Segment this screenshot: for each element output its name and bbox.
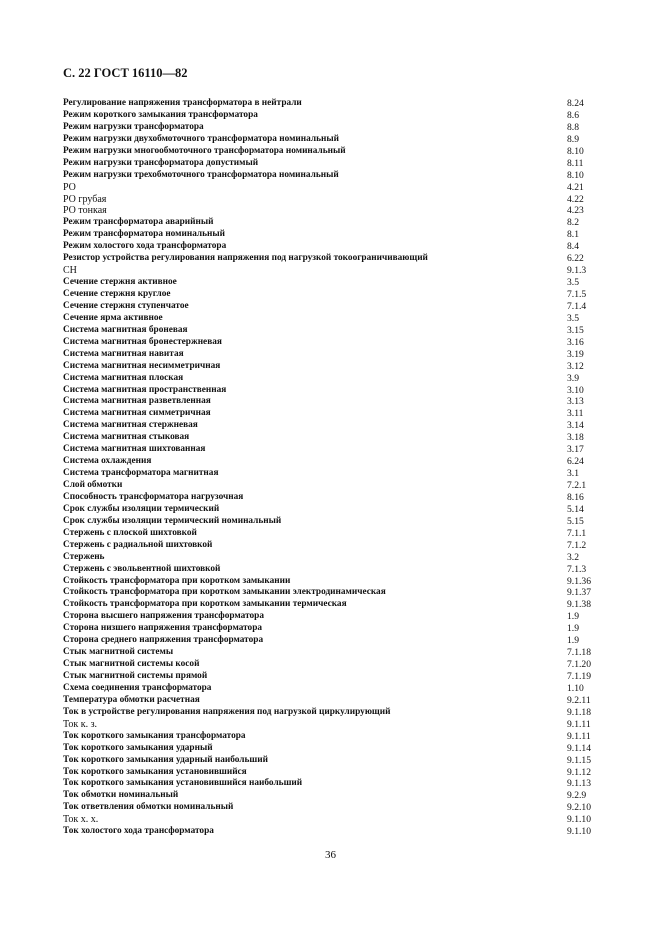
index-term: Ток в устройстве регулирования напряжения под нагрузкой циркулирующий [63,706,391,717]
index-entry [63,361,611,373]
index-entry [63,122,611,134]
index-entry [63,552,611,564]
index-entry [63,456,611,468]
index-entry [63,767,611,779]
index-term: Ток короткого замыкания трансформатора [63,730,246,741]
index-term: Режим трансформатора номинальный [63,229,226,240]
index-term: Режим холостого хода трансформатора [63,241,227,252]
index-ref: 9.1.10 [567,814,591,826]
index-entry [63,194,611,206]
index-term: Сечение стержня круглое [63,289,171,299]
index-entry [63,385,611,397]
index-entry [63,647,611,659]
index-ref: 9.1.13 [567,778,591,790]
index-entry [63,408,611,420]
index-ref: 1.9 [567,623,579,635]
index-ref: 3.11 [567,408,584,420]
index-entry [63,599,611,611]
index-entry [63,396,611,408]
index-ref: 9.1.11 [567,718,591,730]
index-entry [63,719,611,731]
index-term: Режим нагрузки трехобмоточного трансформатора номинальный [63,169,339,180]
index-term: Ток короткого замыкания ударный наибольший [63,754,268,765]
index-entry [63,587,611,599]
index-ref: 1.9 [567,635,579,647]
index-ref: 3.1 [567,468,579,480]
index-ref: 9.1.12 [567,766,591,778]
index-ref: 9.2.11 [567,694,591,706]
index-term: Система магнитная стыковая [63,432,190,443]
index-entry [63,349,611,361]
index-entry [63,790,611,802]
index-ref: 3.13 [567,396,584,408]
index-ref: 8.8 [567,121,579,133]
index-entry [63,277,611,289]
index-entry [63,611,611,623]
index-ref: 7.1.20 [567,659,591,671]
index-entry [63,134,611,146]
index-term: Система магнитная разветвленная [63,396,211,407]
index-term: Система охлаждения [63,456,152,467]
index-term: СН [63,265,77,277]
index-entry [63,170,611,182]
index-entry [63,516,611,528]
index-ref: 9.1.36 [567,575,591,587]
index-term: Система магнитная стержневая [63,420,198,431]
index-ref: 3.5 [567,277,579,289]
index-term: Сечение стержня ступенчатое [63,300,189,311]
index-term: Режим нагрузки трансформатора [63,121,204,132]
index-ref: 9.1.15 [567,754,591,766]
index-term: Ток обмотки номинальный [63,790,179,801]
index-term: Стержень [63,551,105,562]
index-ref: 5.15 [567,515,584,527]
index-entry [63,826,611,838]
index-list [63,98,611,838]
index-term: Система магнитная бронестержневая [63,336,222,347]
index-entry [63,576,611,588]
index-ref: 9.1.18 [567,706,591,718]
index-ref: 7.1.3 [567,563,587,575]
index-entry [63,683,611,695]
index-entry [63,205,611,217]
index-term: Ток к. з. [63,718,98,730]
index-ref: 9.1.3 [567,265,587,277]
index-entry [63,755,611,767]
index-term: Стойкость трансформатора при коротком замыкании термическая [63,599,347,610]
index-term: Система магнитная шихтованная [63,444,206,455]
index-term: Резистор устройства регулирования напряжения под нагрузкой токоограничивающий [63,253,428,264]
index-term: Режим нагрузки многообмоточного трансформатора номинальный [63,145,346,156]
index-term: Система магнитная несимметричная [63,360,221,371]
index-entry [63,146,611,158]
index-entry [63,313,611,325]
index-ref: 4.22 [567,193,584,205]
index-term: Стержень с плоской шихтовкой [63,527,197,538]
index-term: Срок службы изоляции термический [63,503,220,514]
index-term: Регулирование напряжения трансформатора в нейтрали [63,98,302,108]
index-entry [63,98,611,110]
index-ref: 3.14 [567,420,584,432]
index-entry [63,731,611,743]
index-ref: 8.10 [567,169,584,181]
index-entry [63,265,611,277]
index-term: Стык магнитной системы [63,647,174,658]
index-ref: 8.10 [567,145,584,157]
index-term: Способность трансформатора нагрузочная [63,491,244,502]
index-entry [63,540,611,552]
index-entry [63,158,611,170]
index-term: Сторона высшего напряжения трансформатора [63,611,264,622]
index-ref: 8.9 [567,133,579,145]
index-term: Сторона среднего напряжения трансформатора [63,635,264,646]
index-entry [63,707,611,719]
index-term: Система магнитная симметричная [63,408,211,419]
index-entry [63,253,611,265]
index-term: Сторона низшего напряжения трансформатора [63,623,263,634]
index-entry [63,182,611,194]
index-entry [63,695,611,707]
index-ref: 7.1.2 [567,539,587,551]
index-entry [63,373,611,385]
index-entry [63,492,611,504]
index-ref: 8.24 [567,98,584,109]
index-term: Схема соединения трансформатора [63,682,212,693]
index-ref: 3.18 [567,432,584,444]
index-ref: 8.1 [567,229,579,241]
index-entry [63,659,611,671]
index-term: Ток холостого хода трансформатора [63,826,214,837]
index-entry [63,528,611,540]
index-ref: 8.2 [567,217,579,229]
index-term: Система магнитная плоская [63,372,184,383]
index-entry [63,432,611,444]
index-ref: 5.14 [567,503,584,515]
index-term: РО грубая [63,193,107,205]
page-number: 36 [325,849,336,861]
index-term: Сечение ярма активное [63,312,163,323]
index-ref: 9.1.14 [567,742,591,754]
index-ref: 8.11 [567,157,584,169]
index-ref: 4.21 [567,181,584,193]
index-term: Режим короткого замыкания трансформатора [63,109,258,120]
index-ref: 6.24 [567,456,584,468]
index-ref: 4.23 [567,205,584,217]
index-ref: 3.19 [567,348,584,360]
index-term: Ток ответвления обмотки номинальный [63,802,234,813]
index-ref: 1.9 [567,611,579,623]
page-header: С. 22 ГОСТ 16110—82 [63,66,188,80]
index-term: Температура обмотки расчетная [63,694,200,705]
index-term: Стойкость трансформатора при коротком замыкании [63,575,291,586]
index-ref: 3.5 [567,312,579,324]
index-ref: 9.1.11 [567,730,591,742]
index-entry [63,802,611,814]
index-entry [63,420,611,432]
index-term: Слой обмотки [63,480,123,490]
index-entry [63,241,611,253]
index-ref: 7.1.19 [567,671,591,682]
index-ref: 7.2.1 [567,480,587,491]
index-entry [63,671,611,683]
index-term: Система магнитная броневая [63,324,188,335]
index-term: РО тонкая [63,205,107,217]
index-ref: 7.1.1 [567,527,587,539]
index-entry [63,444,611,456]
index-ref: 3.17 [567,444,584,456]
index-term: Система трансформатора магнитная [63,468,219,479]
index-term: РО [63,181,76,193]
index-entry [63,480,611,492]
index-entry [63,110,611,122]
index-term: Режим трансформатора аварийный [63,217,214,228]
index-term: Ток короткого замыкания установившийся наибольший [63,778,303,789]
index-term: Стержень с радиальной шихтовкой [63,539,213,550]
index-term: Срок службы изоляции термический номинальный [63,515,282,526]
index-entry [63,623,611,635]
index-ref: 9.1.38 [567,599,591,611]
index-ref: 3.15 [567,324,584,336]
index-ref: 3.2 [567,551,579,563]
index-ref: 7.1.4 [567,300,587,312]
index-ref: 6.22 [567,253,584,265]
index-ref: 9.1.37 [567,587,591,599]
index-ref: 3.12 [567,360,584,372]
index-term: Режим нагрузки двухобмоточного трансформатора номинальный [63,133,339,144]
index-ref: 8.16 [567,491,584,503]
index-entry [63,301,611,313]
index-ref: 9.1.10 [567,826,591,838]
index-term: Ток х. х. [63,814,99,826]
index-ref: 3.9 [567,372,579,384]
index-entry [63,814,611,826]
index-ref: 8.4 [567,241,579,253]
index-term: Сечение стержня активное [63,277,177,288]
index-term: Стойкость трансформатора при коротком замыкании электродинамическая [63,587,386,598]
index-entry [63,229,611,241]
index-ref: 8.6 [567,109,579,121]
index-ref: 9.2.10 [567,802,591,814]
index-term: Система магнитная навитая [63,348,184,359]
index-term: Стык магнитной системы прямой [63,671,208,681]
index-entry [63,743,611,755]
index-entry [63,635,611,647]
index-ref: 1.10 [567,682,584,694]
index-entry [63,337,611,349]
index-entry [63,217,611,229]
index-ref: 3.16 [567,336,584,348]
index-entry [63,325,611,337]
index-ref: 3.10 [567,384,584,396]
index-term: Стержень с эвольвентной шихтовкой [63,563,221,574]
index-entry [63,778,611,790]
index-term: Режим нагрузки трансформатора допустимый [63,157,259,168]
index-term: Ток короткого замыкания ударный [63,742,213,753]
index-term: Ток короткого замыкания установившийся [63,766,247,777]
index-ref: 7.1.5 [567,289,587,300]
index-entry [63,289,611,301]
index-entry [63,564,611,576]
index-entry [63,504,611,516]
index-term: Система магнитная пространственная [63,384,227,395]
index-entry [63,468,611,480]
index-ref: 7.1.18 [567,647,591,659]
index-ref: 9.2.9 [567,790,587,802]
index-term: Стык магнитной системы косой [63,659,200,670]
